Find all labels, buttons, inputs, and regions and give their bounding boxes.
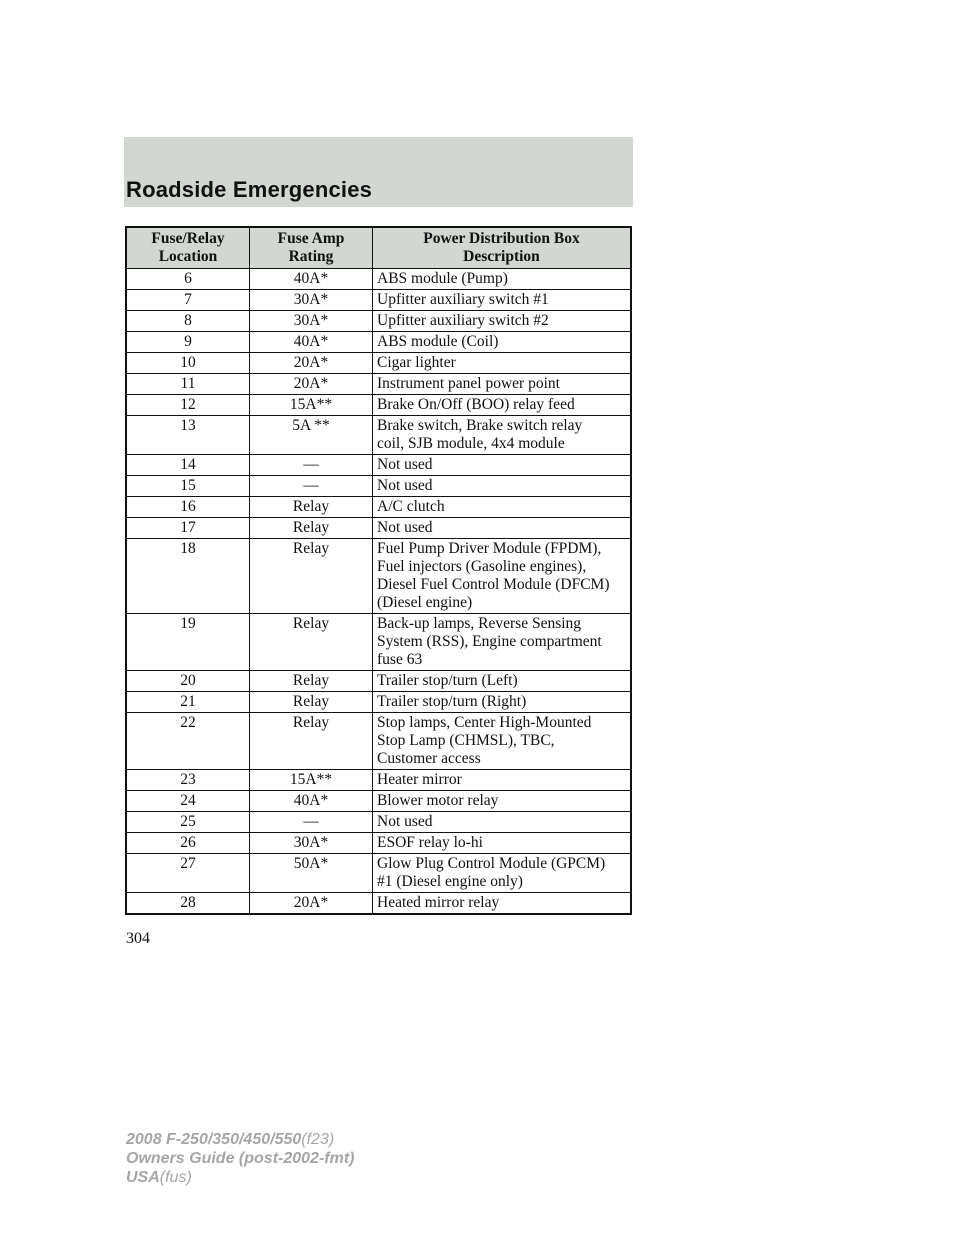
table-row <box>126 290 631 311</box>
fuse-description-cell <box>373 290 632 311</box>
fuse-description-cell <box>373 854 632 893</box>
fuse-description-cell <box>373 269 632 290</box>
fuse-location-cell: 14 <box>126 455 250 476</box>
description-line: Fuel injectors (Gasoline engines), <box>377 558 587 575</box>
description-line: (Diesel engine) <box>377 594 473 611</box>
fuse-description-cell <box>373 893 632 915</box>
fuse-location-cell: 12 <box>126 395 250 416</box>
description-line: Not used <box>377 813 433 830</box>
description-line: Heated mirror relay <box>377 894 500 911</box>
fuse-location-cell: 6 <box>126 269 250 290</box>
description-line: System (RSS), Engine compartment <box>377 633 602 650</box>
table-row <box>126 353 631 374</box>
fuse-location-cell: 26 <box>126 833 250 854</box>
fuse-rating-cell: Relay <box>250 539 373 614</box>
fuse-description-cell <box>373 353 632 374</box>
fuse-location-cell: 25 <box>126 812 250 833</box>
table-row <box>126 854 631 893</box>
column-header-line: Description <box>463 248 540 265</box>
description-line: Back-up lamps, Reverse Sensing <box>377 615 582 632</box>
table-header-row <box>126 227 631 269</box>
footer-model: 2008 F-250/350/450/550 <box>126 1131 302 1148</box>
fuse-description-cell <box>373 671 632 692</box>
column-header-line: Rating <box>288 248 334 265</box>
fuse-description-cell <box>373 539 632 614</box>
footer-guide: Owners Guide (post-2002-fmt) <box>126 1150 355 1167</box>
fuse-description-cell <box>373 833 632 854</box>
fuse-location-cell: 18 <box>126 539 250 614</box>
fuse-description-cell <box>373 812 632 833</box>
table-row <box>126 893 631 915</box>
description-line: A/C clutch <box>377 498 445 515</box>
column-header-line: Fuse Amp <box>277 230 345 247</box>
description-line: Fuel Pump Driver Module (FPDM), <box>377 540 602 557</box>
fuse-rating-cell: 50A* <box>250 854 373 893</box>
fuse-description-cell <box>373 332 632 353</box>
description-line: Customer access <box>377 750 481 767</box>
fuse-location-cell: 8 <box>126 311 250 332</box>
description-line: Trailer stop/turn (Right) <box>377 693 527 710</box>
table-row <box>126 416 631 455</box>
table-row <box>126 518 631 539</box>
footer-line-model <box>126 1130 354 1149</box>
fuse-location-cell: 7 <box>126 290 250 311</box>
footer-market: USA <box>126 1169 160 1186</box>
description-line: ABS module (Pump) <box>377 270 508 287</box>
fuse-rating-cell: 20A* <box>250 374 373 395</box>
fuse-rating-cell: 15A** <box>250 770 373 791</box>
fuse-rating-cell: Relay <box>250 497 373 518</box>
fuse-rating-cell: 40A* <box>250 269 373 290</box>
description-line: Glow Plug Control Module (GPCM) <box>377 855 606 872</box>
description-line: coil, SJB module, 4x4 module <box>377 435 565 452</box>
fuse-rating-cell: Relay <box>250 713 373 770</box>
table-row <box>126 812 631 833</box>
column-header-rating <box>250 227 373 269</box>
table-row <box>126 332 631 353</box>
page-number: 304 <box>126 930 150 947</box>
description-line: Cigar lighter <box>377 354 456 371</box>
table-row <box>126 713 631 770</box>
table-row <box>126 269 631 290</box>
footer-model-tag: (f23) <box>301 1131 335 1148</box>
table-row <box>126 374 631 395</box>
table-row <box>126 395 631 416</box>
fuse-location-cell: 20 <box>126 671 250 692</box>
fuse-description-cell <box>373 713 632 770</box>
section-title: Roadside Emergencies <box>126 177 373 202</box>
fuse-rating-cell: 20A* <box>250 893 373 915</box>
column-header-line: Power Distribution Box <box>423 230 580 247</box>
fuse-rating-cell: — <box>250 476 373 497</box>
description-line: Not used <box>377 519 433 536</box>
fuse-location-cell: 19 <box>126 614 250 671</box>
fuse-location-cell: 11 <box>126 374 250 395</box>
description-line: ABS module (Coil) <box>377 333 499 350</box>
description-line: Not used <box>377 456 433 473</box>
document-footer <box>126 1130 354 1187</box>
fuse-location-cell: 17 <box>126 518 250 539</box>
fuse-description-cell <box>373 416 632 455</box>
fuse-table <box>125 226 632 915</box>
table-row <box>126 692 631 713</box>
fuse-description-cell <box>373 497 632 518</box>
fuse-location-cell: 27 <box>126 854 250 893</box>
fuse-rating-cell: 30A* <box>250 833 373 854</box>
fuse-description-cell <box>373 692 632 713</box>
fuse-location-cell: 10 <box>126 353 250 374</box>
fuse-location-cell: 15 <box>126 476 250 497</box>
description-line: Stop lamps, Center High-Mounted <box>377 714 592 731</box>
fuse-rating-cell: Relay <box>250 518 373 539</box>
fuse-location-cell: 9 <box>126 332 250 353</box>
fuse-location-cell: 22 <box>126 713 250 770</box>
fuse-rating-cell: — <box>250 812 373 833</box>
fuse-description-cell <box>373 395 632 416</box>
table-row <box>126 614 631 671</box>
fuse-rating-cell: 40A* <box>250 332 373 353</box>
table-row <box>126 476 631 497</box>
description-line: fuse 63 <box>377 651 423 668</box>
description-line: Heater mirror <box>377 771 462 788</box>
fuse-rating-cell: 15A** <box>250 395 373 416</box>
description-line: #1 (Diesel engine only) <box>377 873 523 890</box>
table-row <box>126 833 631 854</box>
footer-line-market <box>126 1168 354 1187</box>
description-line: Trailer stop/turn (Left) <box>377 672 518 689</box>
description-line: Upfitter auxiliary switch #2 <box>377 312 549 329</box>
table-row <box>126 671 631 692</box>
column-header-line: Fuse/Relay <box>151 230 225 247</box>
fuse-description-cell <box>373 518 632 539</box>
column-header-description <box>373 227 632 269</box>
fuse-rating-cell: 20A* <box>250 353 373 374</box>
description-line: Upfitter auxiliary switch #1 <box>377 291 549 308</box>
table-row <box>126 539 631 614</box>
fuse-description-cell <box>373 374 632 395</box>
fuse-location-cell: 16 <box>126 497 250 518</box>
footer-market-tag: (fus) <box>159 1169 192 1186</box>
fuse-rating-cell: Relay <box>250 614 373 671</box>
table-row <box>126 791 631 812</box>
fuse-table-body <box>126 269 631 915</box>
fuse-location-cell: 23 <box>126 770 250 791</box>
fuse-location-cell: 21 <box>126 692 250 713</box>
fuse-rating-cell: 5A ** <box>250 416 373 455</box>
description-line: ESOF relay lo-hi <box>377 834 483 851</box>
fuse-location-cell: 13 <box>126 416 250 455</box>
fuse-rating-cell: Relay <box>250 692 373 713</box>
fuse-description-cell <box>373 455 632 476</box>
fuse-description-cell <box>373 311 632 332</box>
fuse-rating-cell: 30A* <box>250 290 373 311</box>
description-line: Not used <box>377 477 433 494</box>
fuse-location-cell: 24 <box>126 791 250 812</box>
fuse-rating-cell: — <box>250 455 373 476</box>
description-line: Stop Lamp (CHMSL), TBC, <box>377 732 555 749</box>
column-header-line: Location <box>158 248 218 265</box>
description-line: Blower motor relay <box>377 792 499 809</box>
fuse-location-cell: 28 <box>126 893 250 915</box>
fuse-description-cell <box>373 614 632 671</box>
fuse-description-cell <box>373 770 632 791</box>
fuse-rating-cell: Relay <box>250 671 373 692</box>
fuse-rating-cell: 30A* <box>250 311 373 332</box>
table-row <box>126 455 631 476</box>
table-row <box>126 311 631 332</box>
description-line: Brake switch, Brake switch relay <box>377 417 583 434</box>
column-header-location <box>126 227 250 269</box>
table-row <box>126 770 631 791</box>
table-row <box>126 497 631 518</box>
description-line: Instrument panel power point <box>377 375 560 392</box>
description-line: Diesel Fuel Control Module (DFCM) <box>377 576 610 593</box>
fuse-rating-cell: 40A* <box>250 791 373 812</box>
fuse-description-cell <box>373 791 632 812</box>
fuse-description-cell <box>373 476 632 497</box>
description-line: Brake On/Off (BOO) relay feed <box>377 396 575 413</box>
